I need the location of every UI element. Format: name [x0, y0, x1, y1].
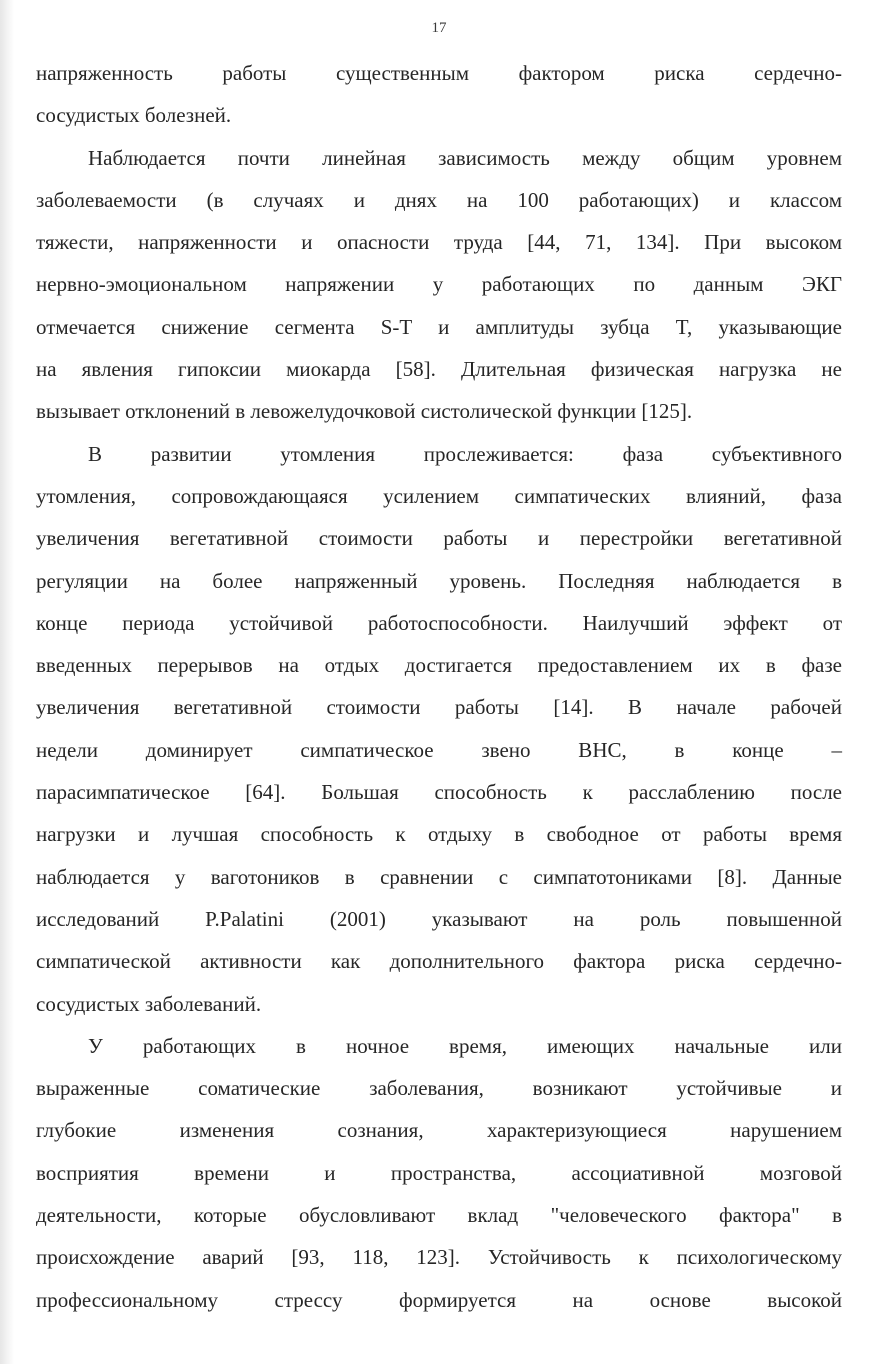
text-line: профессиональному стрессу формируется на основе высокой	[36, 1287, 842, 1312]
text-line: увеличения вегетативной стоимости работы и перестройки вегетативной	[36, 526, 842, 551]
scan-shadow	[0, 0, 14, 1364]
text-line: нервно-эмоциональном напряжении у работающих по данным ЭКГ	[36, 272, 842, 297]
text-line: отмечается снижение сегмента S-T и амплитуды зубца T, указывающие	[36, 314, 842, 339]
text-line: конце периода устойчивой работоспособности. Наилучший эффект от	[36, 610, 842, 635]
text-line: нагрузки и лучшая способность к отдыху в свободное от работы время	[36, 822, 842, 847]
text-line: деятельности, которые обусловливают вклад "человеческого фактора" в	[36, 1203, 842, 1228]
text-line: парасимпатическое [64]. Большая способность к расслаблению после	[36, 780, 842, 805]
text-line: происхождение аварий [93, 118, 123]. Устойчивость к психологическому	[36, 1245, 842, 1270]
text-line: сосудистых заболеваний.	[36, 991, 262, 1016]
text-line: напряженность работы существенным фактором риска сердечно-	[36, 61, 842, 85]
text-line: утомления, сопровождающаяся усилением симпатических влияний, фаза	[36, 483, 842, 508]
text-line: исследований P.Palatini (2001) указывают на роль повышенной	[36, 906, 842, 931]
text-line: тяжести, напряженности и опасности труда [44, 71, 134]. При высоком	[36, 230, 842, 255]
text-line: вызывает отклонений в левожелудочковой систолической функции [125].	[36, 399, 693, 424]
text-line: сосудистых болезней.	[36, 103, 232, 128]
text-line: регуляции на более напряженный уровень. Последняя наблюдается в	[36, 568, 842, 593]
text-line: симпатической активности как дополнительного фактора риска сердечно-	[36, 949, 842, 974]
page-number: 17	[431, 20, 447, 36]
text-line: Наблюдается почти линейная зависимость между общим уровнем	[88, 145, 842, 170]
text-line: на явления гипоксии миокарда [58]. Длительная физическая нагрузка не	[36, 357, 842, 382]
text-line: наблюдается у ваготоников в сравнении с симпатотониками [8]. Данные	[36, 864, 842, 889]
text-line: недели доминирует симпатическое звено ВНС, в конце –	[36, 737, 842, 762]
body-text	[36, 52, 842, 1321]
text-line: введенных перерывов на отдых достигается предоставлением их в фазе	[36, 653, 842, 678]
text-line: У работающих в ночное время, имеющих начальные или	[88, 1033, 842, 1058]
text-line: заболеваемости (в случаях и днях на 100 работающих) и классом	[36, 187, 842, 212]
text-line: выраженные соматические заболевания, возникают устойчивые и	[36, 1076, 842, 1101]
text-line: глубокие изменения сознания, характеризующиеся нарушением	[36, 1118, 842, 1143]
text-line: увеличения вегетативной стоимости работы [14]. В начале рабочей	[36, 695, 842, 720]
text-line: В развитии утомления прослеживается: фаза субъективного	[88, 441, 842, 466]
text-line: восприятия времени и пространства, ассоциативной мозговой	[36, 1160, 842, 1185]
